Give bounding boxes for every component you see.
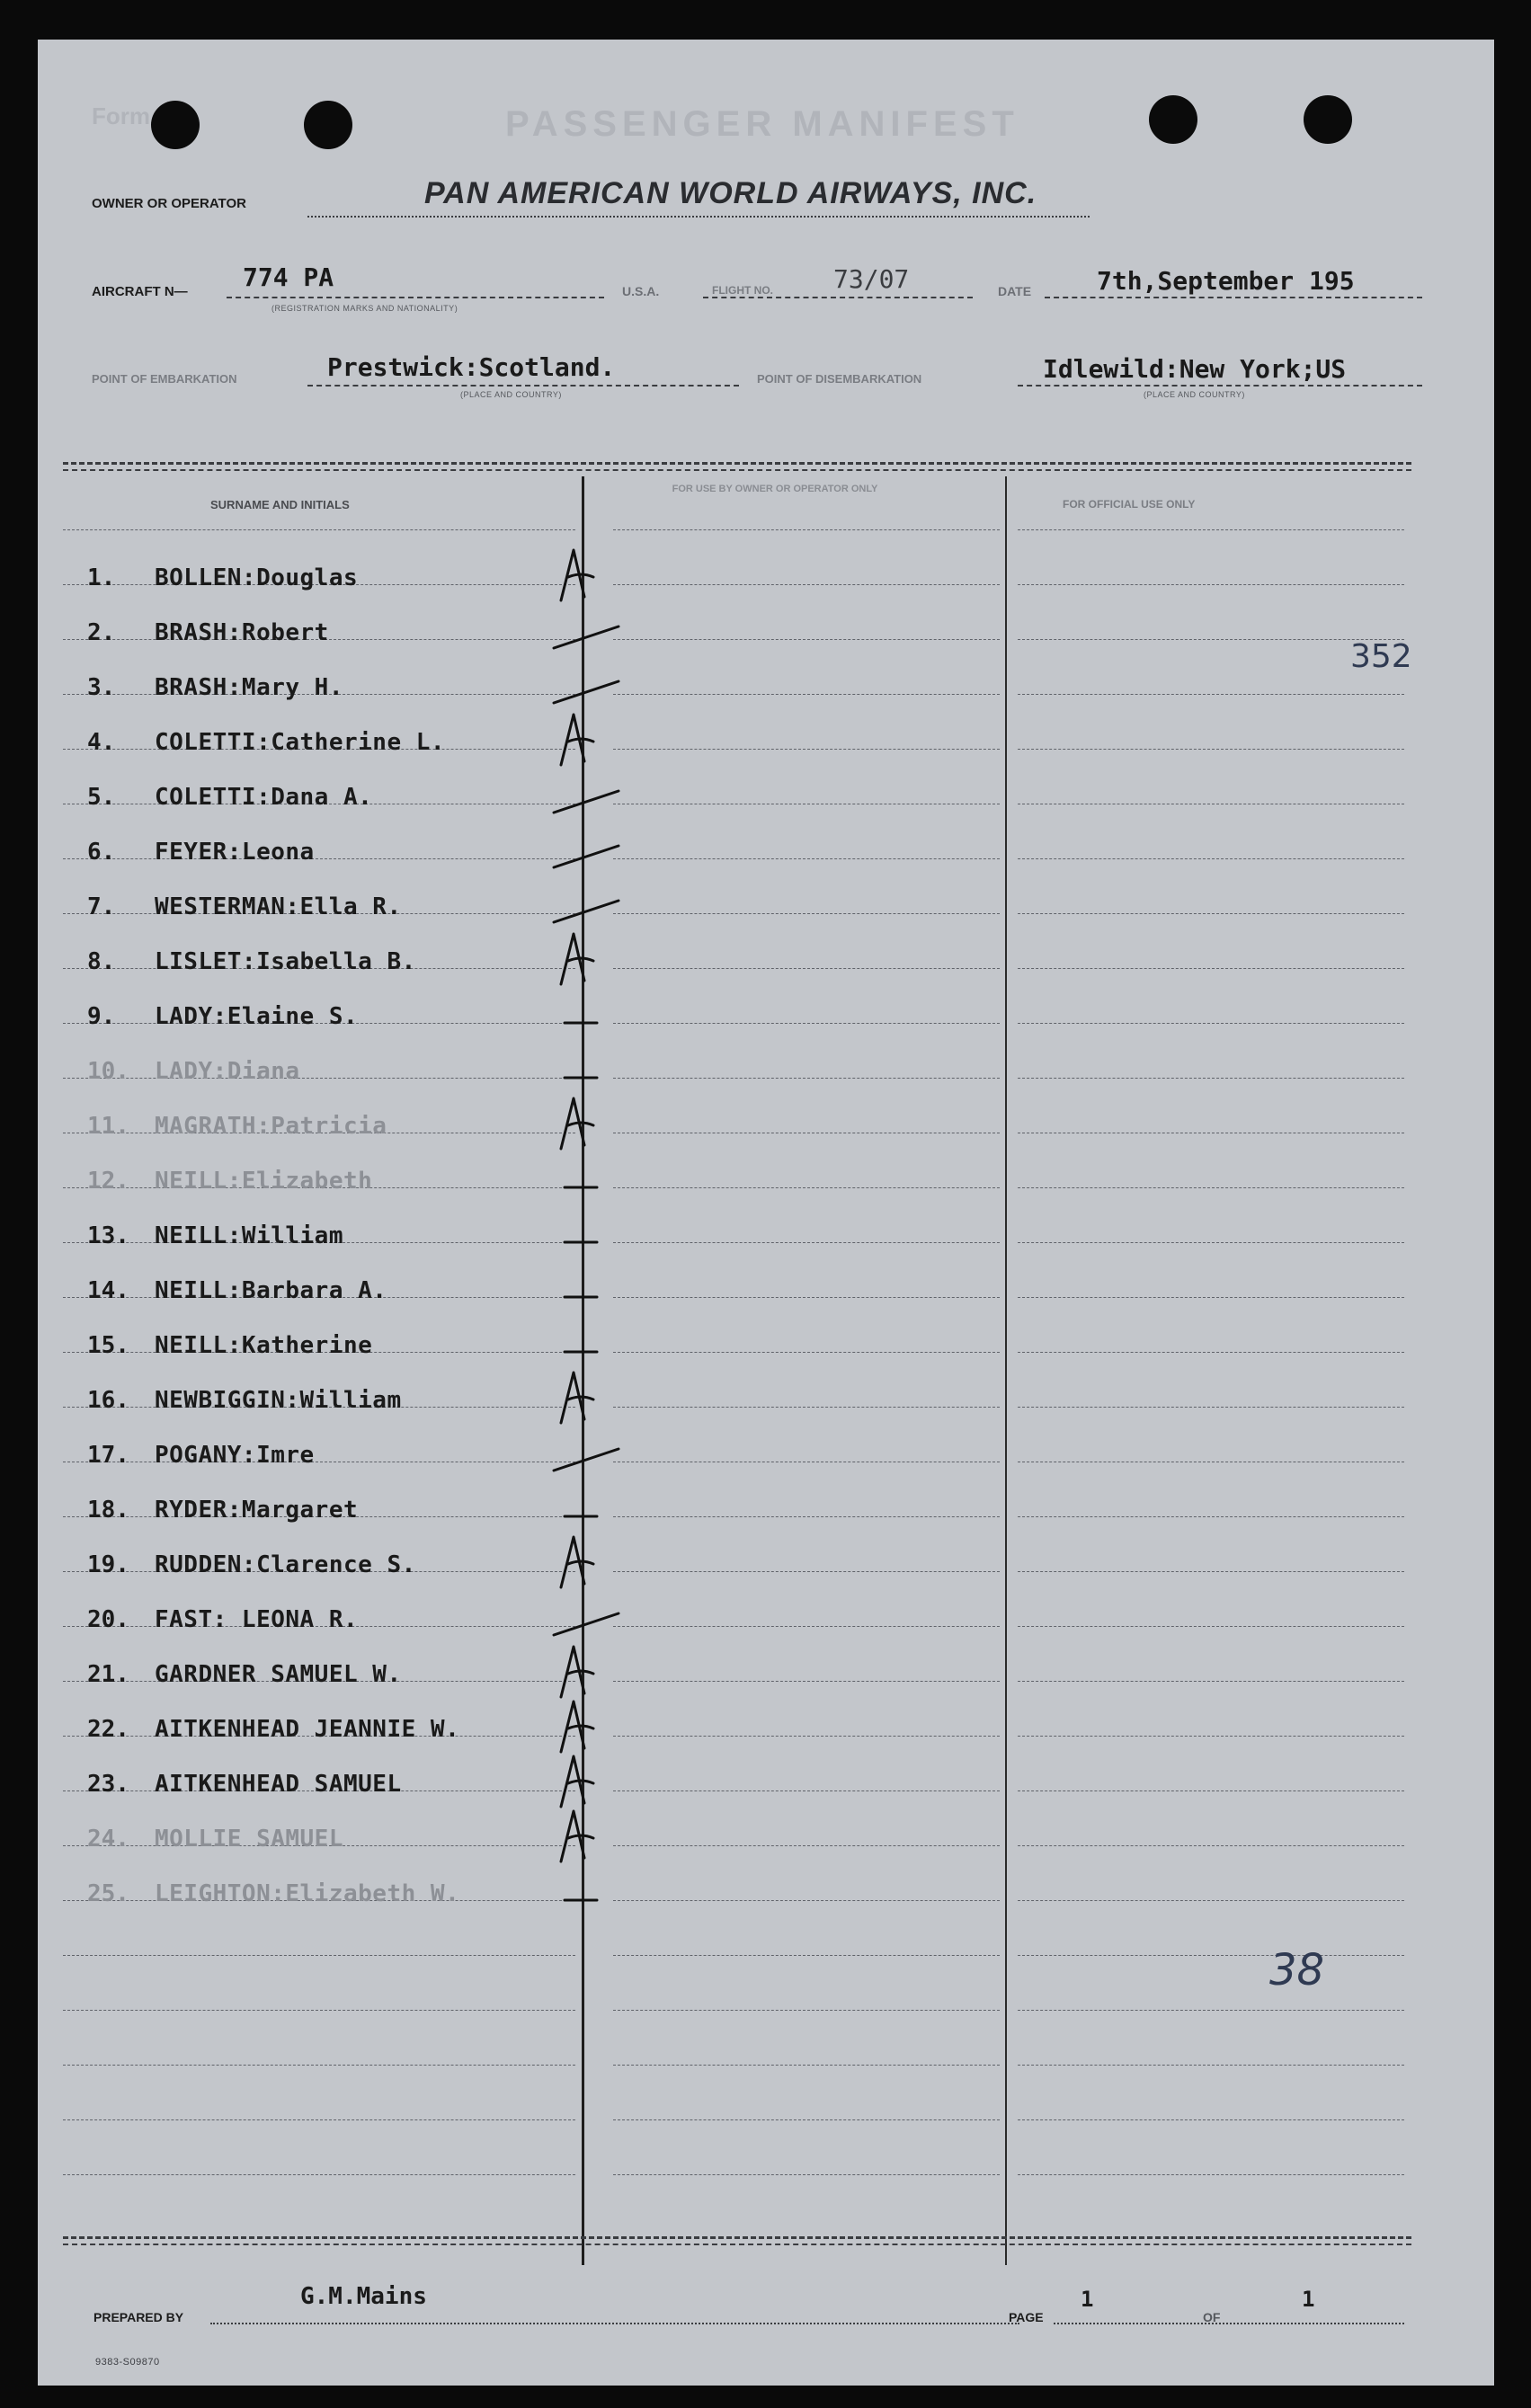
ruled-line (613, 749, 1000, 750)
ruled-line (1018, 1845, 1404, 1846)
flight-label: FLIGHT NO. (712, 284, 773, 297)
passenger-number: 3. (87, 674, 116, 701)
ruled-line (613, 2065, 1000, 2066)
passenger-name: COLETTI:Catherine L. (155, 729, 446, 756)
handwritten-dash-mark (541, 1477, 640, 1540)
passenger-number: 24. (87, 1826, 129, 1853)
ruled-line (1018, 1023, 1404, 1024)
passenger-number: 15. (87, 1332, 129, 1359)
punch-hole (151, 101, 200, 149)
passenger-number: 23. (87, 1771, 129, 1798)
column-header-owner-use: FOR USE BY OWNER OR OPERATOR ONLY (672, 484, 878, 494)
ruled-line (613, 1571, 1000, 1572)
embarkation-caption: (PLACE AND COUNTRY) (460, 390, 562, 399)
passenger-name: LADY:Elaine S. (155, 1003, 359, 1030)
handwritten-a-mark (541, 1806, 640, 1869)
passenger-name: WESTERMAN:Ella R. (155, 893, 402, 920)
handwritten-dash-mark (541, 1312, 640, 1375)
passenger-name: NEILL:Katherine (155, 1332, 373, 1359)
ruled-line (613, 1078, 1000, 1079)
ruled-line (1018, 858, 1404, 859)
ruled-line (1018, 584, 1404, 585)
ruled-line (613, 529, 1000, 530)
passenger-number: 14. (87, 1277, 129, 1304)
passenger-name: AITKENHEAD SAMUEL (155, 1771, 402, 1798)
prepared-by-label: PREPARED BY (93, 2310, 184, 2324)
date-label: DATE (998, 284, 1032, 298)
owner-underline (307, 216, 1090, 218)
ruled-line (613, 1407, 1000, 1408)
prepared-by-underline (210, 2323, 1019, 2324)
ruled-line (613, 1352, 1000, 1353)
ruled-line (63, 2119, 575, 2120)
handwritten-a-mark (541, 1532, 640, 1595)
handwritten-a-mark (541, 929, 640, 991)
handwritten-a-mark (541, 1641, 640, 1704)
faded-corner-text: Form (92, 102, 150, 129)
flight-underline (703, 297, 973, 298)
ruled-line (1018, 2119, 1404, 2120)
ruled-line (1018, 1955, 1404, 1956)
aircraft-value: 774 PA (243, 262, 334, 292)
passenger-number: 7. (87, 893, 116, 920)
ruled-line (613, 1516, 1000, 1517)
punch-hole (304, 101, 352, 149)
table-top-border (63, 462, 1411, 465)
column-divider (1005, 476, 1007, 2265)
page-value: 1 (1081, 2287, 1094, 2312)
date-value: 7th,September 195 (1097, 266, 1355, 296)
handwritten-dash-mark (541, 1148, 640, 1211)
passenger-number: 18. (87, 1497, 129, 1524)
table-bottom-border (63, 2244, 1411, 2245)
passenger-name: NEWBIGGIN:William (155, 1387, 402, 1414)
embarkation-underline (307, 385, 739, 387)
handwritten-slash-mark (541, 819, 640, 882)
passenger-name: LEIGHTON:Elizabeth W. (155, 1880, 460, 1907)
ruled-line (1018, 1516, 1404, 1517)
passenger-name: FEYER:Leona (155, 839, 315, 866)
handwritten-slash-mark (541, 874, 640, 937)
ruled-line (613, 2010, 1000, 2011)
ruled-line (613, 1297, 1000, 1298)
ruled-line (1018, 2065, 1404, 2066)
ruled-line (1018, 968, 1404, 969)
handwritten-dash-mark (541, 1203, 640, 1266)
aircraft-label: AIRCRAFT N— (92, 284, 188, 299)
ruled-line (613, 1626, 1000, 1627)
disembarkation-caption: (PLACE AND COUNTRY) (1144, 390, 1245, 399)
ruled-line (1018, 1900, 1404, 1901)
ruled-line (613, 1023, 1000, 1024)
passenger-number: 16. (87, 1387, 129, 1414)
ruled-line (613, 858, 1000, 859)
handwritten-slash-mark (541, 654, 640, 717)
ruled-line (1018, 529, 1404, 530)
disembarkation-value: Idlewild:New York;US (1043, 354, 1347, 384)
ruled-line (1018, 1352, 1404, 1353)
embarkation-value: Prestwick:Scotland. (327, 352, 616, 382)
ruled-line (1018, 749, 1404, 750)
faded-form-title: PASSENGER MANIFEST (505, 104, 1019, 144)
passenger-number: 25. (87, 1880, 129, 1907)
manifest-sheet (38, 40, 1494, 2386)
passenger-name: BRASH:Mary H. (155, 674, 343, 701)
passenger-number: 4. (87, 729, 116, 756)
ruled-line (63, 2010, 575, 2011)
passenger-name: NEILL:William (155, 1222, 343, 1249)
ruled-line (1018, 1242, 1404, 1243)
passenger-name: POGANY:Imre (155, 1442, 315, 1469)
ruled-line (613, 1845, 1000, 1846)
ruled-line (63, 529, 575, 530)
ruled-line (1018, 1187, 1404, 1188)
passenger-name: FAST: LEONA R. (155, 1606, 359, 1633)
passenger-number: 9. (87, 1003, 116, 1030)
ruled-line (1018, 1571, 1404, 1572)
ruled-line (1018, 1407, 1404, 1408)
ruled-line (1018, 1736, 1404, 1737)
ruled-line (613, 1187, 1000, 1188)
passenger-number: 12. (87, 1168, 129, 1195)
passenger-name: AITKENHEAD JEANNIE W. (155, 1716, 460, 1743)
disembarkation-underline (1018, 385, 1422, 387)
handwritten-a-mark (541, 1696, 640, 1759)
ruled-line (63, 2065, 575, 2066)
passenger-number: 22. (87, 1716, 129, 1743)
ruled-line (613, 913, 1000, 914)
handwritten-dash-mark (541, 983, 640, 1046)
ruled-line (613, 694, 1000, 695)
passenger-number: 5. (87, 784, 116, 811)
column-header-surname: SURNAME AND INITIALS (210, 498, 350, 511)
passenger-name: RYDER:Margaret (155, 1497, 359, 1524)
ruled-line (1018, 694, 1404, 695)
handwritten-a-mark (541, 1751, 640, 1814)
ruled-line (613, 584, 1000, 585)
passenger-number: 19. (87, 1551, 129, 1578)
ruled-line (613, 1736, 1000, 1737)
passenger-number: 17. (87, 1442, 129, 1469)
passenger-number: 13. (87, 1222, 129, 1249)
registration-caption: (REGISTRATION MARKS AND NATIONALITY) (271, 304, 458, 313)
ruled-line (1018, 639, 1404, 640)
passenger-number: 11. (87, 1113, 129, 1140)
table-top-border (63, 469, 1411, 471)
ruled-line (1018, 913, 1404, 914)
handwritten-a-mark (541, 545, 640, 608)
ruled-line (613, 639, 1000, 640)
of-label: OF (1203, 2310, 1221, 2324)
ruled-line (613, 1790, 1000, 1791)
ruled-line (613, 1955, 1000, 1956)
passenger-number: 1. (87, 564, 116, 591)
passenger-number: 21. (87, 1661, 129, 1688)
page-label: PAGE (1009, 2310, 1044, 2324)
passenger-number: 6. (87, 839, 116, 866)
passenger-number: 2. (87, 619, 116, 646)
passenger-name: MAGRATH:Patricia (155, 1113, 387, 1140)
prepared-by-value: G.M.Mains (300, 2283, 427, 2310)
owner-value: PAN AMERICAN WORLD AIRWAYS, INC. (424, 176, 1037, 210)
usa-label: U.S.A. (622, 284, 660, 298)
flight-number: 73/07 (833, 264, 910, 294)
passenger-name: NEILL:Elizabeth (155, 1168, 373, 1195)
passenger-number: 20. (87, 1606, 129, 1633)
ruled-line (613, 2174, 1000, 2175)
passenger-name: COLETTI:Dana A. (155, 784, 373, 811)
ruled-line (1018, 2010, 1404, 2011)
ruled-line (1018, 1297, 1404, 1298)
handwritten-a-mark (541, 709, 640, 772)
date-underline (1045, 297, 1422, 298)
passenger-number: 10. (87, 1058, 129, 1085)
handwritten-dash-mark (541, 1257, 640, 1320)
owner-label: OWNER OR OPERATOR (92, 196, 246, 211)
aircraft-underline (227, 297, 604, 298)
ruled-line (613, 1900, 1000, 1901)
ruled-line (1018, 1681, 1404, 1682)
ruled-line (1018, 1078, 1404, 1079)
ruled-line (613, 2119, 1000, 2120)
ruled-line (613, 968, 1000, 969)
ruled-line (613, 1681, 1000, 1682)
passenger-name: GARDNER SAMUEL W. (155, 1661, 402, 1688)
passenger-number: 8. (87, 948, 116, 975)
page-underline (1054, 2323, 1404, 2324)
ruled-line (1018, 2174, 1404, 2175)
pencil-total: 38 (1269, 1945, 1325, 1995)
passenger-name: RUDDEN:Clarence S. (155, 1551, 416, 1578)
disembarkation-label: POINT OF DISEMBARKATION (757, 372, 922, 386)
punch-hole (1304, 95, 1352, 144)
table-bottom-border (63, 2236, 1411, 2239)
ruled-line (613, 1242, 1000, 1243)
handwritten-dash-mark (541, 1038, 640, 1101)
passenger-name: LISLET:Isabella B. (155, 948, 416, 975)
pencil-page-number: 352 (1350, 638, 1412, 675)
passenger-name: BRASH:Robert (155, 619, 329, 646)
passenger-name: MOLLIE SAMUEL (155, 1826, 343, 1853)
column-header-official-use: FOR OFFICIAL USE ONLY (1063, 498, 1196, 511)
ruled-line (1018, 1790, 1404, 1791)
embarkation-label: POINT OF EMBARKATION (92, 372, 237, 386)
handwritten-slash-mark (541, 1422, 640, 1485)
passenger-name: LADY:Diana (155, 1058, 300, 1085)
handwritten-dash-mark (541, 1861, 640, 1924)
form-code: 9383-S09870 (95, 2357, 160, 2368)
handwritten-slash-mark (541, 764, 640, 827)
handwritten-slash-mark (541, 1586, 640, 1649)
handwritten-slash-mark (541, 600, 640, 662)
punch-hole (1149, 95, 1197, 144)
passenger-name: BOLLEN:Douglas (155, 564, 359, 591)
handwritten-a-mark (541, 1093, 640, 1156)
ruled-line (1018, 1626, 1404, 1627)
handwritten-a-mark (541, 1367, 640, 1430)
passenger-name: NEILL:Barbara A. (155, 1277, 387, 1304)
of-value: 1 (1302, 2287, 1315, 2312)
ruled-line (63, 2174, 575, 2175)
ruled-line (63, 1955, 575, 1956)
